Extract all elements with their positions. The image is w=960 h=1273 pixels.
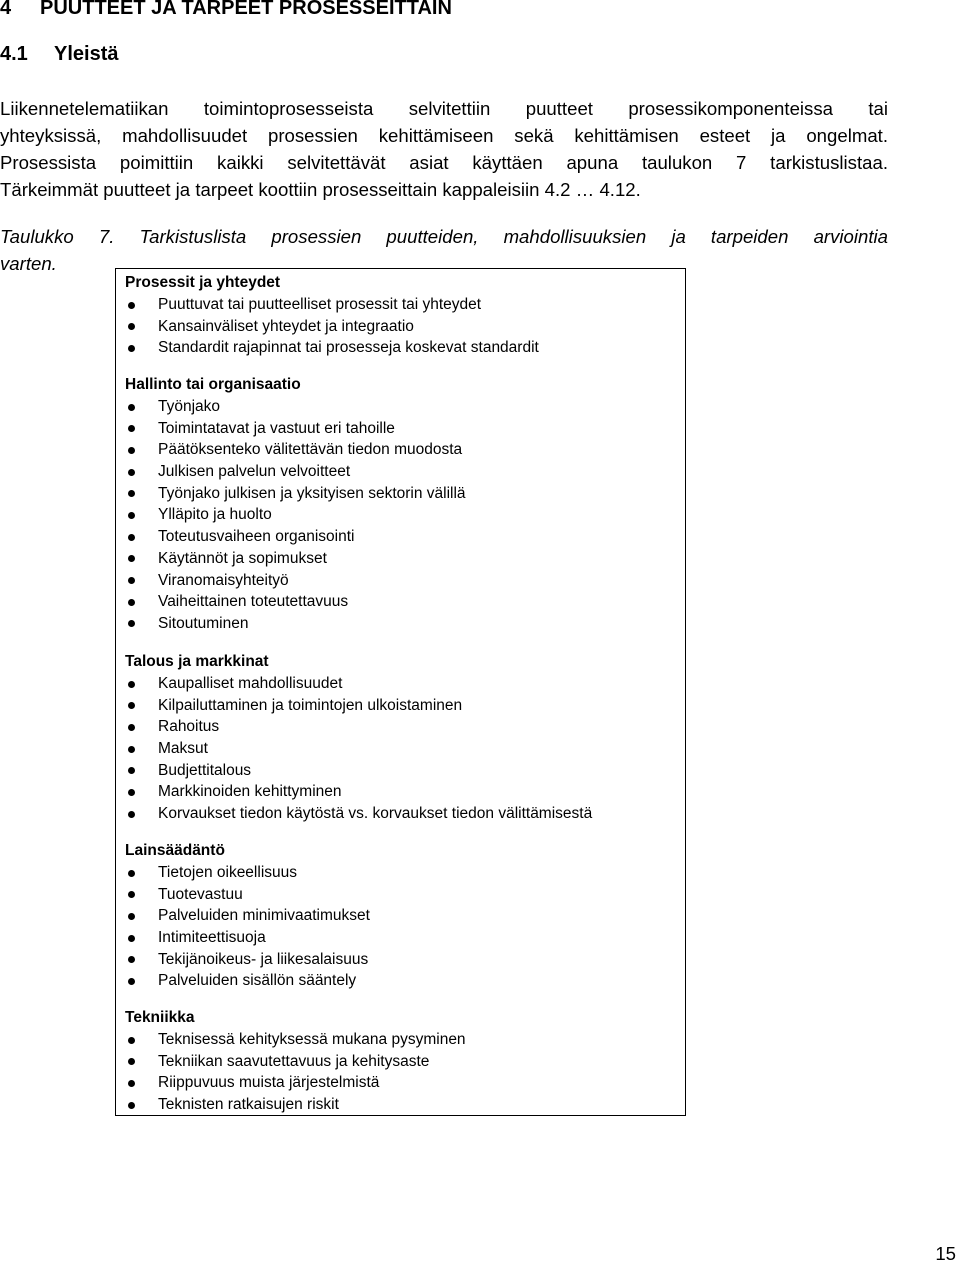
intro-paragraph bbox=[0, 95, 888, 203]
list-item bbox=[125, 862, 681, 884]
bullet-icon bbox=[128, 1080, 135, 1087]
item-text: Puuttuvat tai puutteelliset prosessit tai yhteydet bbox=[158, 296, 482, 313]
list-item bbox=[125, 294, 681, 316]
list-item bbox=[125, 548, 681, 570]
chapter-title: PUUTTEET JA TARPEET PROSESSEITTAIN bbox=[40, 0, 452, 19]
item-text: Riippuvuus muista järjestelmistä bbox=[158, 1074, 380, 1092]
item-text: Viranomaisyhteityö bbox=[158, 571, 289, 589]
section-number: 4.1 bbox=[0, 43, 28, 65]
list-item bbox=[125, 927, 681, 949]
caption-line: varten. bbox=[0, 253, 57, 274]
item-text: Kilpailuttaminen ja toimintojen ulkoistaminen bbox=[158, 696, 463, 714]
item-text: Tietojen oikeellisuus bbox=[158, 864, 298, 881]
list-item bbox=[125, 1072, 681, 1094]
list-item bbox=[125, 483, 681, 505]
list-item bbox=[125, 949, 681, 971]
item-text: Vaiheittainen toteutettavuus bbox=[158, 593, 349, 611]
item-text: Työnjako julkisen ja yksityisen sektorin välillä bbox=[158, 484, 466, 502]
section-title: Tekniikka bbox=[125, 1009, 195, 1026]
section-heading bbox=[0, 43, 118, 66]
list-item bbox=[125, 461, 681, 483]
item-list bbox=[125, 1029, 681, 1116]
checklist-section bbox=[125, 651, 681, 825]
list-item bbox=[125, 695, 681, 717]
bullet-icon bbox=[128, 490, 135, 497]
list-item bbox=[125, 970, 681, 992]
bullet-icon bbox=[128, 345, 135, 352]
item-text: Tuotevastuu bbox=[158, 885, 243, 903]
list-item bbox=[125, 439, 681, 461]
bullet-icon bbox=[128, 620, 135, 627]
item-text: Kansainväliset yhteydet ja integraatio bbox=[158, 317, 414, 335]
list-item bbox=[125, 337, 681, 359]
bullet-icon bbox=[128, 512, 135, 519]
list-item bbox=[125, 613, 681, 635]
bullet-icon bbox=[128, 935, 135, 942]
item-list bbox=[125, 862, 681, 992]
item-text: Teknisten ratkaisujen riskit bbox=[158, 1096, 339, 1114]
checklist-section bbox=[125, 272, 681, 359]
item-list bbox=[125, 673, 681, 825]
list-item bbox=[125, 803, 681, 825]
bullet-icon bbox=[128, 746, 135, 753]
bullet-icon bbox=[128, 404, 135, 411]
item-text: Julkisen palvelun velvoitteet bbox=[158, 463, 351, 481]
bullet-icon bbox=[128, 681, 135, 688]
intro-line: Prosessista poimittiin kaikki selvitettävät asiat käyttäen apuna taulukon 7 tarkistuslistaa. bbox=[0, 152, 888, 173]
intro-line: yhteyksissä, mahdollisuudet prosessien kehittämiseen sekä kehittämisen esteet ja ongelmat. bbox=[0, 125, 888, 146]
list-item bbox=[125, 1051, 681, 1073]
section-title: Yleistä bbox=[54, 43, 119, 65]
bullet-icon bbox=[128, 789, 135, 796]
item-text: Päätöksenteko välitettävän tiedon muodosta bbox=[158, 441, 463, 459]
bullet-icon bbox=[128, 425, 135, 432]
list-item bbox=[125, 760, 681, 782]
section-title: Hallinto tai organisaatio bbox=[125, 376, 301, 393]
bullet-icon bbox=[128, 891, 135, 898]
checklist-table bbox=[115, 268, 686, 1116]
bullet-icon bbox=[128, 870, 135, 877]
bullet-icon bbox=[128, 702, 135, 709]
section-title: Talous ja markkinat bbox=[125, 653, 269, 670]
bullet-icon bbox=[128, 1102, 135, 1109]
item-text: Maksut bbox=[158, 740, 208, 758]
item-text: Budjettitalous bbox=[158, 761, 252, 779]
item-text: Teknisessä kehityksessä mukana pysyminen bbox=[158, 1031, 466, 1048]
bullet-icon bbox=[128, 956, 135, 963]
item-text: Tekniikan saavutettavuus ja kehitysaste bbox=[158, 1052, 430, 1070]
item-text: Käytännöt ja sopimukset bbox=[158, 549, 327, 567]
checklist-section bbox=[125, 1007, 681, 1116]
bullet-icon bbox=[128, 599, 135, 606]
item-text: Markkinoiden kehittyminen bbox=[158, 783, 342, 801]
item-text: Korvaukset tiedon käytöstä vs. korvaukset tiedon välittämisestä bbox=[158, 805, 593, 823]
item-text: Standardit rajapinnat tai prosesseja koskevat standardit bbox=[158, 339, 539, 357]
bullet-icon bbox=[128, 469, 135, 476]
intro-line: Tärkeimmät puutteet ja tarpeet koottiin prosesseittain kappaleisiin 4.2 … 4.12. bbox=[0, 179, 641, 200]
bullet-icon bbox=[128, 978, 135, 985]
list-item bbox=[125, 673, 681, 695]
bullet-icon bbox=[128, 1037, 135, 1044]
list-item bbox=[125, 1094, 681, 1116]
list-item bbox=[125, 716, 681, 738]
bullet-icon bbox=[128, 534, 135, 541]
list-item bbox=[125, 504, 681, 526]
bullet-icon bbox=[128, 555, 135, 562]
item-text: Sitoutuminen bbox=[158, 614, 249, 632]
list-item bbox=[125, 1029, 681, 1051]
bullet-icon bbox=[128, 577, 135, 584]
bullet-icon bbox=[128, 767, 135, 774]
list-item bbox=[125, 884, 681, 906]
item-text: Toteutusvaiheen organisointi bbox=[158, 528, 355, 546]
chapter-heading bbox=[0, 0, 452, 20]
item-text: Rahoitus bbox=[158, 718, 220, 736]
list-item bbox=[125, 738, 681, 760]
item-text: Ylläpito ja huolto bbox=[158, 506, 272, 524]
list-item bbox=[125, 570, 681, 592]
checklist-section bbox=[125, 374, 681, 635]
list-item bbox=[125, 905, 681, 927]
list-item bbox=[125, 316, 681, 338]
list-item bbox=[125, 781, 681, 803]
caption-line: Taulukko 7. Tarkistuslista prosessien puutteiden, mahdollisuuksien ja tarpeiden arviointia bbox=[0, 226, 888, 247]
item-list bbox=[125, 396, 681, 635]
bullet-icon bbox=[128, 811, 135, 818]
page-number: 15 bbox=[935, 1243, 956, 1264]
bullet-icon bbox=[128, 302, 135, 309]
item-text: Palveluiden sisällön sääntely bbox=[158, 972, 357, 990]
item-text: Toimintatavat ja vastuut eri tahoille bbox=[158, 419, 395, 437]
item-text: Työnjako bbox=[158, 398, 221, 415]
bullet-icon bbox=[128, 447, 135, 454]
bullet-icon bbox=[128, 724, 135, 731]
item-text: Intimiteettisuoja bbox=[158, 929, 266, 947]
section-title: Prosessit ja yhteydet bbox=[125, 274, 281, 291]
intro-line: Liikennetelematiikan toimintoprosesseista selvitettiin puutteet prosessikomponenteissa tai bbox=[0, 98, 888, 119]
bullet-icon bbox=[128, 1058, 135, 1065]
list-item bbox=[125, 418, 681, 440]
list-item bbox=[125, 396, 681, 418]
item-text: Palveluiden minimivaatimukset bbox=[158, 907, 370, 925]
list-item bbox=[125, 591, 681, 613]
item-text: Kaupalliset mahdollisuudet bbox=[158, 675, 343, 692]
chapter-number: 4 bbox=[0, 0, 12, 19]
bullet-icon bbox=[128, 913, 135, 920]
list-item bbox=[125, 526, 681, 548]
section-title: Lainsäädäntö bbox=[125, 842, 225, 859]
checklist-section bbox=[125, 840, 681, 992]
item-list bbox=[125, 294, 681, 359]
bullet-icon bbox=[128, 323, 135, 330]
item-text: Tekijänoikeus- ja liikesalaisuus bbox=[158, 950, 369, 968]
